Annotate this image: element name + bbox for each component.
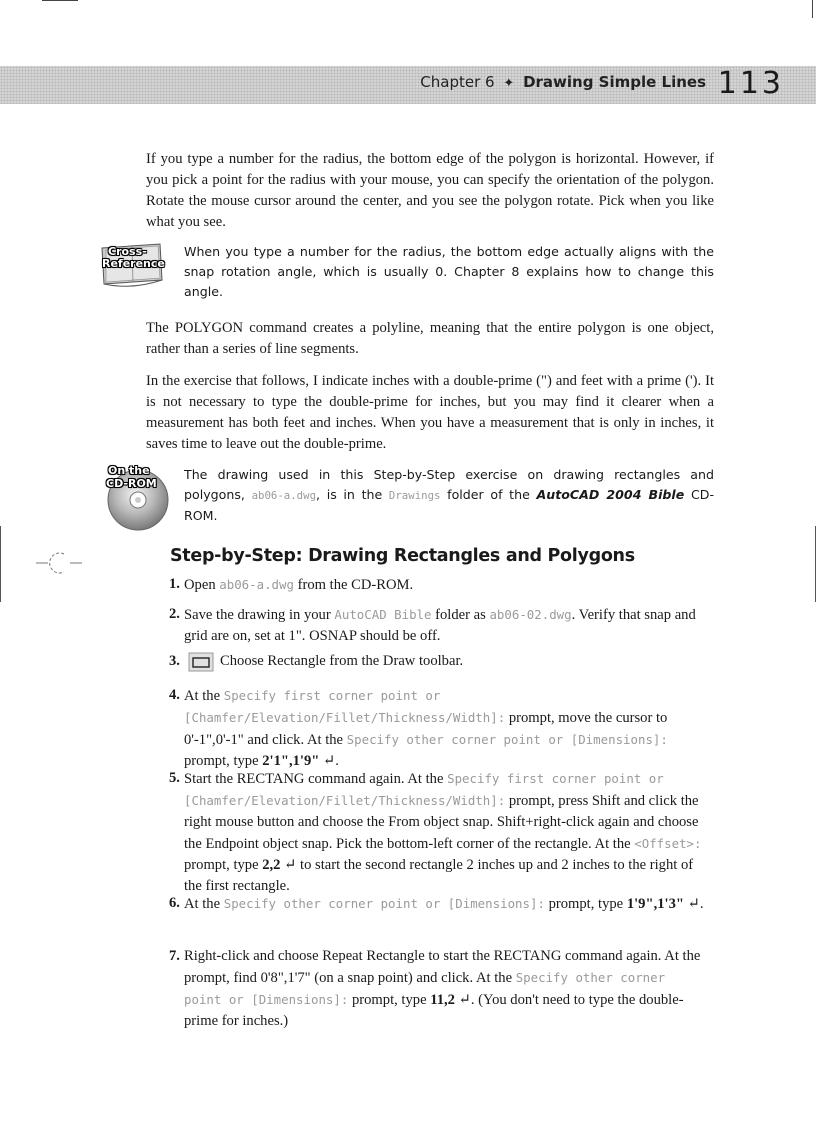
- step-text: ↵.: [319, 753, 339, 769]
- step-number: 3.: [169, 653, 180, 669]
- step-number: 2.: [169, 606, 180, 622]
- step-text: At the: [184, 688, 224, 704]
- step-text: prompt, move the cursor to 0'-1",0'-1" and click. At the: [184, 710, 668, 748]
- step-text: . Verify that snap and grid are on, set at 1". OSNAP should be off.: [184, 607, 696, 644]
- step-text: prompt, type: [184, 753, 263, 769]
- running-header: [0, 66, 816, 104]
- cd-note-file: ab06-a.dwg: [251, 489, 317, 502]
- intro-paragraph: If you type a number for the radius, the bottom edge of the polygon is horizontal. However, if you pick a point for the radius with your mouse, you can specify the orientation of the polygon. Rotate the mouse cursor around the center, and you see the polygon rotate. Pick when you like what you see.: [146, 151, 714, 230]
- step-text: prompt, press Shift and click the right mouse button and choose the From object snap. Shift+right-click again and choose the Endpoint object snap. Pick the bottom-left corner of the rectangle. At the: [184, 793, 699, 852]
- header-separator: ✦: [503, 76, 515, 91]
- cd-rom-icon-label-2: CD-ROM: [106, 477, 157, 490]
- cd-note-text-2: , is in the: [316, 487, 389, 502]
- step-item: [169, 893, 709, 915]
- margin-line-left: [0, 526, 1, 602]
- rectangle-tool-icon: [188, 652, 214, 672]
- cd-note-text-1: The drawing used in this Step-by-Step exercise on drawing rectangles and polygons,: [184, 467, 714, 502]
- step-text: Start the RECTANG command again. At the: [184, 771, 448, 787]
- header-chapter-title: [420, 73, 706, 91]
- crop-mark-right: [812, 0, 813, 18]
- step-number: 4.: [169, 687, 180, 703]
- step-number: 5.: [169, 770, 180, 786]
- command-prompt: Specify first corner point or [Chamfer/Elevation/Fillet/Thickness/Width]:: [184, 771, 664, 808]
- step-text: ↵ to start the second rectangle 2 inches up and 2 inches to the right of the first rectangle.: [184, 857, 694, 894]
- cd-note-text-4: CD-ROM.: [184, 487, 714, 523]
- cross-reference-icon-label-2: Reference: [102, 257, 165, 270]
- cd-rom-icon-label-1: On the: [108, 464, 150, 477]
- cross-reference-icon-label-1: Cross-: [108, 245, 147, 258]
- step-item: [169, 574, 709, 596]
- polygon-paragraph: The POLYGON command creates a polyline, meaning that the entire polygon is one object, rather than a series of line segments.: [146, 320, 714, 357]
- inches-paragraph: In the exercise that follows, I indicate inches with a double-prime (") and feet with a prime ('). It is not necessary to type the double-prime for inches, but you may find it clearer when a measurement has both feet and inches. When you have a measurement that is only in inches, it saves time to leave out the double-prime.: [146, 373, 714, 452]
- cd-rom-note: [184, 465, 714, 526]
- step-number: 6.: [169, 895, 180, 911]
- step-file: ab06-02.dwg: [489, 607, 572, 622]
- step-item: [169, 685, 709, 772]
- chapter-label: Chapter 6: [420, 73, 495, 91]
- cd-note-text-3: folder of the: [440, 487, 537, 502]
- crop-mark-top: [42, 0, 78, 1]
- step-number: 7.: [169, 948, 180, 964]
- step-item: [169, 768, 709, 897]
- command-prompt: Specify other corner point or [Dimensions]:: [223, 896, 545, 911]
- typed-value: 11,2: [430, 992, 455, 1008]
- step-item: [169, 946, 709, 1032]
- step-text: At the: [184, 896, 224, 912]
- step-text: folder as: [431, 607, 490, 623]
- step-item: [169, 651, 709, 672]
- cross-reference-icon: [96, 240, 170, 290]
- cd-note-book-title: AutoCAD 2004 Bible: [536, 487, 685, 502]
- step-text: Choose Rectangle from the Draw toolbar.: [220, 653, 464, 669]
- cd-note-folder: Drawings: [388, 489, 441, 502]
- command-prompt: Specify other corner point or [Dimensions]:: [346, 732, 668, 747]
- step-text: Open: [184, 577, 220, 593]
- step-text: prompt, type: [544, 896, 627, 912]
- chapter-title: Drawing Simple Lines: [523, 73, 706, 91]
- cross-reference-note: When you type a number for the radius, the bottom edge actually aligns with the snap rotation angle, which is usually 0. Chapter 8 explains how to change this angle.: [184, 244, 714, 299]
- step-text: prompt, type: [348, 992, 431, 1008]
- step-text: prompt, type: [184, 857, 263, 873]
- command-prompt: <Offset>:: [634, 836, 702, 851]
- step-text: from the CD-ROM.: [293, 577, 414, 593]
- command-prompt: Specify first corner point or [Chamfer/Elevation/Fillet/Thickness/Width]:: [184, 688, 506, 725]
- step-text: ↵. (You don't need to type the double-prime for inches.): [184, 992, 684, 1029]
- command-prompt: Specify other corner point or [Dimensions]:: [184, 970, 666, 1007]
- step-file: ab06-a.dwg: [219, 577, 294, 592]
- typed-value: 2'1",1'9": [262, 753, 320, 769]
- step-by-step-title: Step-by-Step: Drawing Rectangles and Polygons: [170, 546, 635, 566]
- cd-rom-icon: [100, 462, 176, 532]
- step-number: 1.: [169, 576, 180, 592]
- step-text: Right-click and choose Repeat Rectangle to start the RECTANG command again. At the prompt, find 0'8",1'7" (on a snap point) and click. At the: [184, 948, 701, 986]
- step-text: Save the drawing in your: [184, 607, 335, 623]
- page-number: 113: [717, 66, 784, 101]
- step-item: [169, 604, 709, 647]
- step-folder: AutoCAD Bible: [334, 607, 432, 622]
- registration-mark-icon: [36, 550, 82, 576]
- typed-value: 1'9",1'3": [626, 896, 684, 912]
- typed-value: 2,2: [262, 857, 281, 873]
- step-text: ↵.: [683, 896, 704, 912]
